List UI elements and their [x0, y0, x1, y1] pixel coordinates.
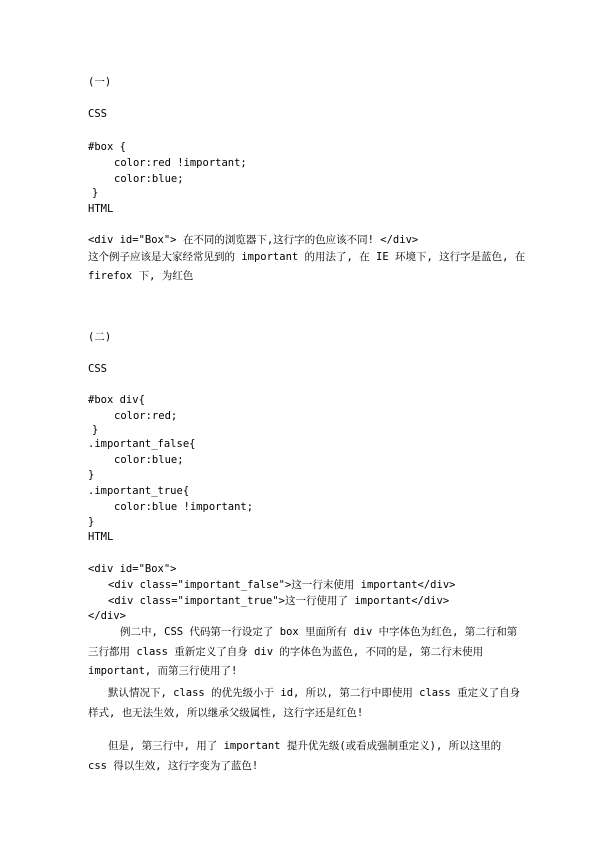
- explanation-paragraph-1: 例二中, CSS 代码第一行设定了 box 里面所有 div 中字体色为红色, 第二行和第三行都用 class 重新定义了自身 div 的字体色为蓝色, 不同的是, 第二行末使用 important, 而第三行使用了!: [88, 626, 518, 677]
- explanation-paragraph-3: 但是, 第三行中, 用了 important 提升优先级(或看成强制重定义), 所以这里的 css 得以生效, 这行字变为了蓝色!: [88, 740, 502, 772]
- css-rule-important-false-close: }: [88, 469, 95, 481]
- explanation-line-1: 这个例子应该是大家经常见到的 important 的用法了, 在 IE 环境下, 这行字是蓝色, 在: [88, 251, 526, 263]
- css-declaration-red-important: color:red !important;: [114, 157, 247, 169]
- html-markup-example-1: <div id="Box"> 在不同的浏览器下,这行字的色应该不同! </div>: [88, 234, 419, 246]
- explanation-line-2: firefox 下, 为红色: [88, 270, 194, 282]
- css-rule-important-false-open: .important_false{: [88, 438, 196, 450]
- section-heading-2: (二): [88, 331, 112, 343]
- css-rule-box-open: #box {: [88, 141, 126, 153]
- html-label-1: HTML: [88, 203, 114, 215]
- html-markup-box-close: </div>: [88, 610, 126, 622]
- html-label-2: HTML: [88, 531, 114, 543]
- html-markup-box-open: <div id="Box">: [88, 563, 177, 575]
- css-rule-box-div-close: }: [92, 424, 99, 436]
- css-declaration-blue-important: color:blue !important;: [114, 501, 254, 513]
- css-label-1: CSS: [88, 108, 107, 120]
- css-rule-box-close: }: [92, 187, 99, 199]
- html-markup-important-false: <div class="important_false">这一行末使用 important</div>: [108, 579, 456, 591]
- html-markup-important-true: <div class="important_true">这一行使用了 important</div>: [108, 595, 450, 607]
- css-rule-box-div-open: #box div{: [88, 394, 145, 406]
- css-rule-important-true-open: .important_true{: [88, 485, 190, 497]
- explanation-paragraph-2: 默认情况下, class 的优先级小于 id, 所以, 第二行中即使用 class 重定义了自身样式, 也无法生效, 所以继承父级属性, 这行字还是红色!: [88, 687, 521, 719]
- css-declaration-red: color:red;: [114, 410, 178, 422]
- css-declaration-blue-2: color:blue;: [114, 454, 184, 466]
- css-label-2: CSS: [88, 363, 107, 375]
- css-rule-important-true-close: }: [88, 516, 95, 528]
- section-heading-1: (一): [88, 76, 112, 88]
- css-declaration-blue: color:blue;: [114, 173, 184, 185]
